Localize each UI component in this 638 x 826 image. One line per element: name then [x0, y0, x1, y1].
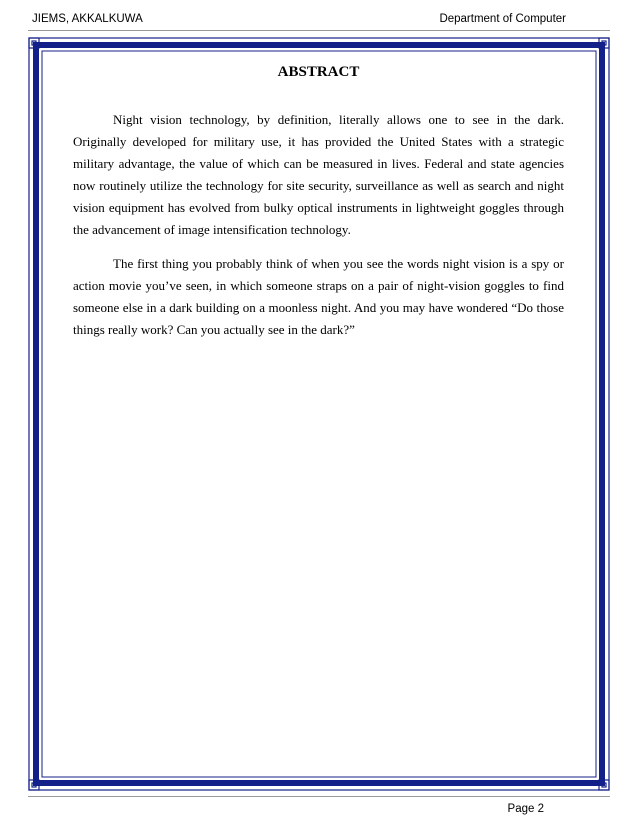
- abstract-title: ABSTRACT: [277, 64, 360, 80]
- abstract-paragraph-1: Night vision technology, by definition, literally allows one to see in the dark. Originally developed for military use, it has provided the United States with a strategic military advantage, the value of which can be measured in lives. Federal and state agencies now routinely utilize the technology for site security, surveillance as well as search and night vision equipment has evolved from bulky optical instruments in lightweight goggles through the advancement of image intensification technology.: [73, 112, 564, 237]
- header-rule: [28, 30, 610, 31]
- running-header: [32, 11, 566, 27]
- abstract-section: [73, 64, 564, 353]
- page-number: Page 2: [507, 803, 544, 815]
- header-department: Department of Computer: [439, 13, 566, 25]
- page-footer: [28, 796, 610, 815]
- header-institution: JIEMS, AKKALKUWA: [32, 13, 143, 25]
- abstract-paragraph-2: The first thing you probably think of when you see the words night vision is a spy or action movie you’ve seen, in which someone straps on a pair of night-vision goggles to find someone else in a dark building on a moonless night. And you may have wondered “Do those things really work? Can you actually see in the dark?”: [73, 256, 564, 337]
